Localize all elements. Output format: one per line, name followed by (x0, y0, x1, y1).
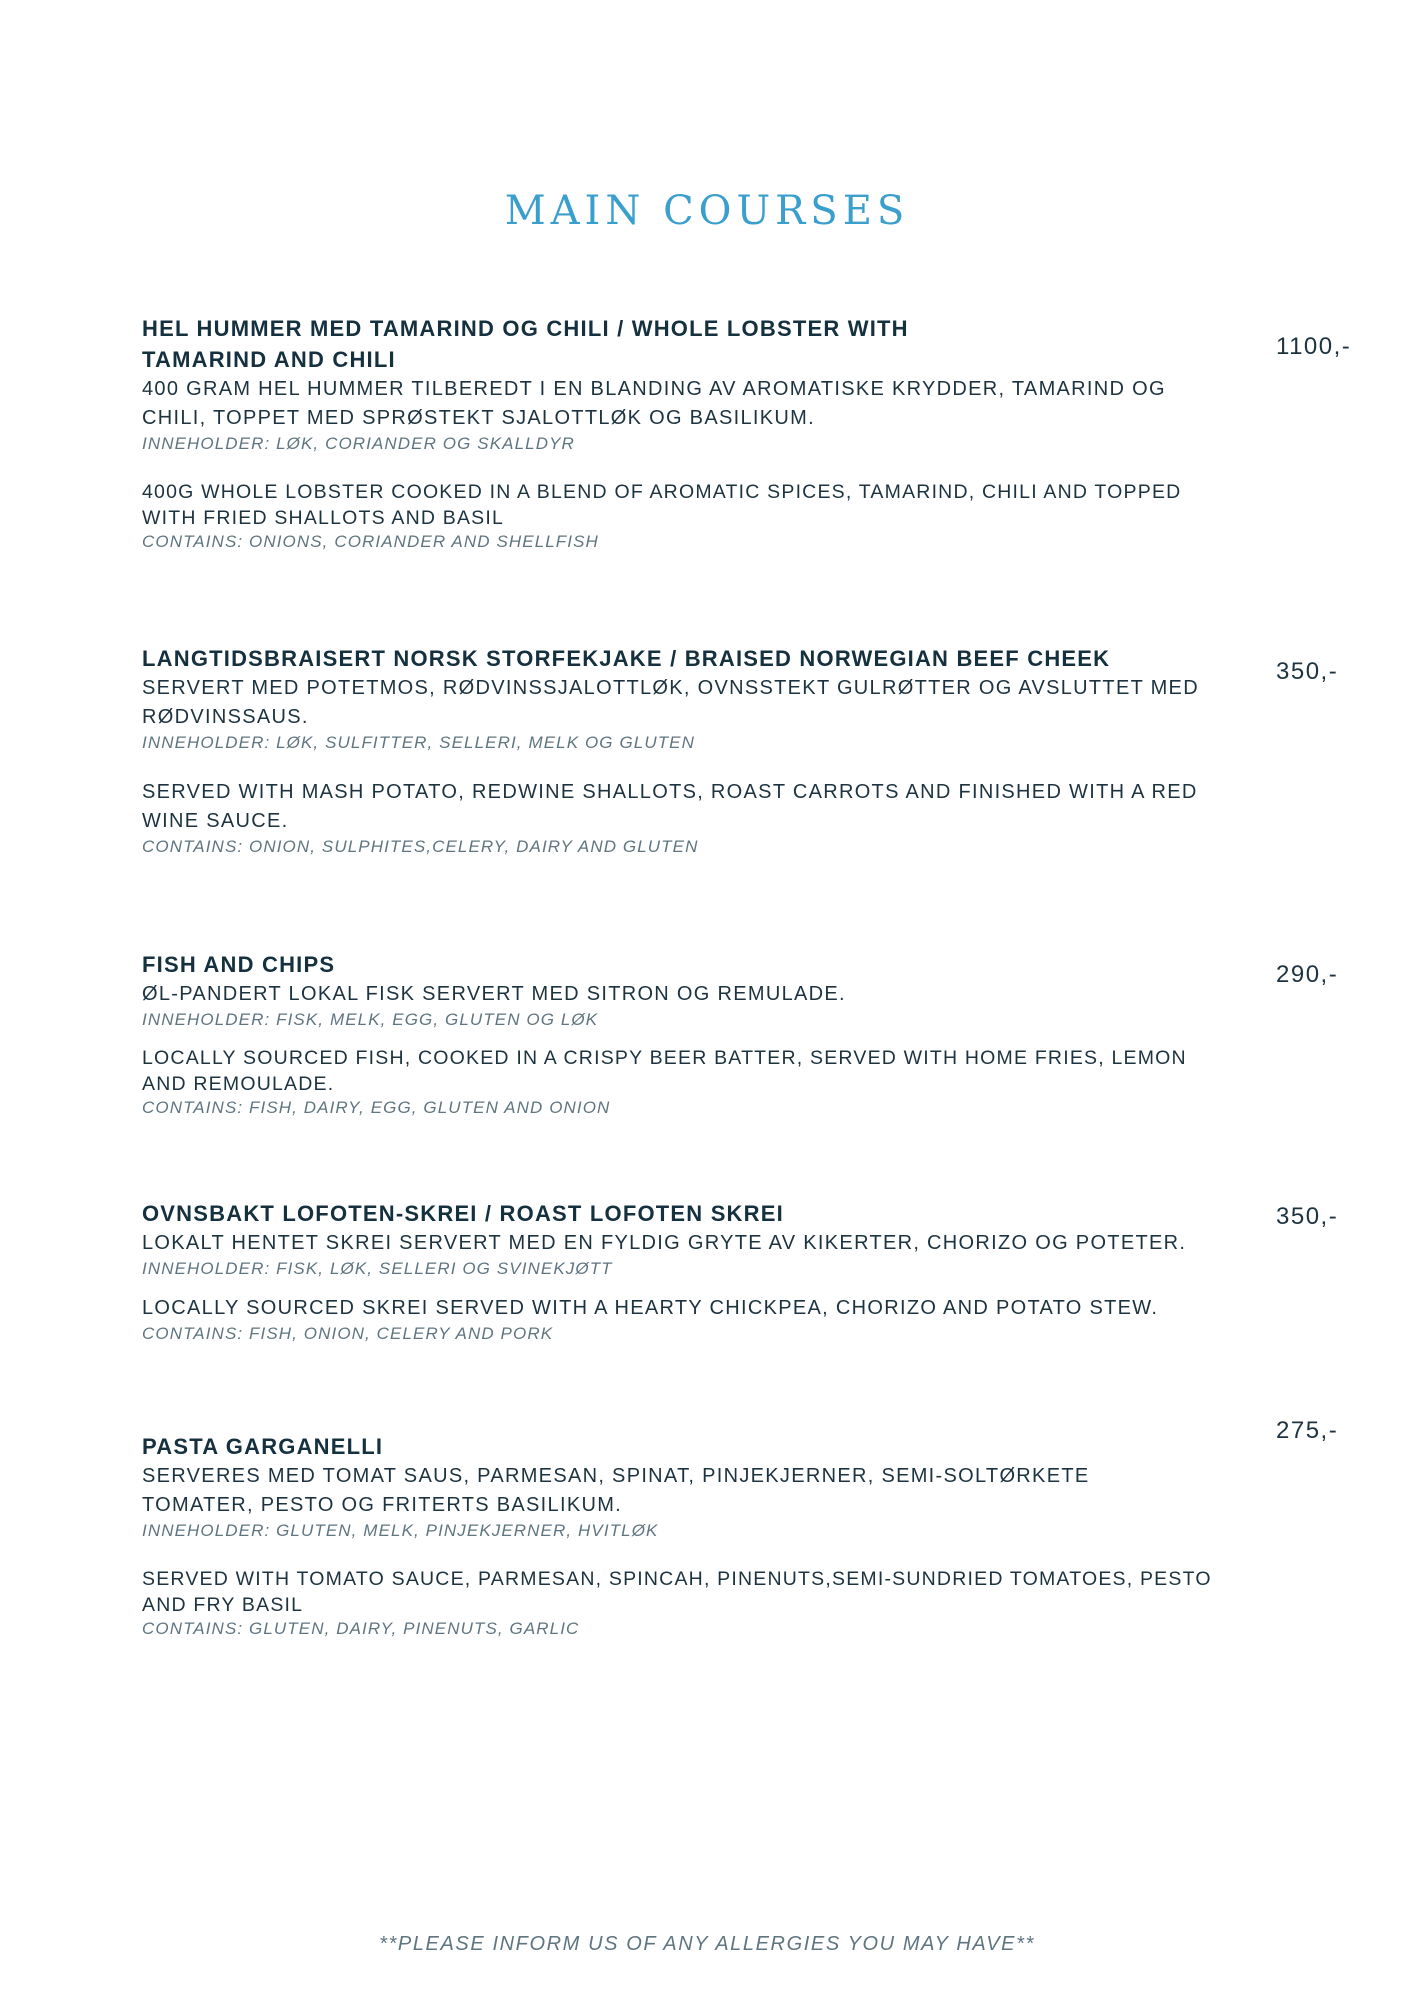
menu-item-fish-and-chips (142, 949, 1222, 1119)
dish-allergens-en: CONTAINS: GLUTEN, DAIRY, PINENUTS, GARLIC (142, 1619, 580, 1638)
dish-allergens-no: INNEHOLDER: LØK, CORIANDER OG SKALLDYR (142, 434, 575, 453)
dish-description-no: SERVERT MED POTETMOS, RØDVINSSJALOTTLØK, OVNSSTEKT GULRØTTER OG AVSLUTTET MED RØDVINSSAUS. (142, 677, 1199, 728)
dish-description-en: LOCALLY SOURCED SKREI SERVED WITH A HEARTY CHICKPEA, CHORIZO AND POTATO STEW. (142, 1297, 1159, 1319)
dish-description-en: LOCALLY SOURCED FISH, COOKED IN A CRISPY BEER BATTER, SERVED WITH HOME FRIES, LEMON AND REMOULADE. (142, 1047, 1187, 1095)
dish-description-no: 400 GRAM HEL HUMMER TILBEREDT I EN BLANDING AV AROMATISKE KRYDDER, TAMARIND OG CHILI, TOPPET MED SPRØSTEKT SJALOTTLØK OG BASILIKUM. (142, 378, 1166, 429)
allergy-notice: **PLEASE INFORM US OF ANY ALLERGIES YOU MAY HAVE** (379, 1933, 1035, 1955)
dish-title: HEL HUMMER MED TAMARIND OG CHILI / WHOLE LOBSTER WITH TAMARIND AND CHILI (142, 316, 909, 372)
dish-allergens-no: INNEHOLDER: FISK, MELK, EGG, GLUTEN OG LØK (142, 1010, 599, 1029)
dish-allergens-en: CONTAINS: ONIONS, CORIANDER AND SHELLFISH (142, 532, 599, 551)
dish-description-no: LOKALT HENTET SKREI SERVERT MED EN FYLDIG GRYTE AV KIKERTER, CHORIZO OG POTETER. (142, 1232, 1187, 1254)
dish-allergens-en: CONTAINS: ONION, SULPHITES,CELERY, DAIRY AND GLUTEN (142, 837, 699, 856)
menu-item-lobster (142, 313, 1222, 553)
dish-title: OVNSBAKT LOFOTEN-SKREI / ROAST LOFOTEN SKREI (142, 1201, 784, 1226)
dish-description-no: SERVERES MED TOMAT SAUS, PARMESAN, SPINAT, PINJEKJERNER, SEMI-SOLTØRKETE TOMATER, PESTO OG FRITERTS BASILIKUM. (142, 1465, 1090, 1516)
dish-price: 1100,- (1276, 333, 1352, 360)
dish-price: 290,- (1276, 961, 1339, 988)
dish-description-en: SERVED WITH MASH POTATO, REDWINE SHALLOTS, ROAST CARROTS AND FINISHED WITH A RED WINE SAUCE. (142, 781, 1198, 832)
dish-description-en: 400G WHOLE LOBSTER COOKED IN A BLEND OF AROMATIC SPICES, TAMARIND, CHILI AND TOPPED WITH FRIED SHALLOTS AND BASIL (142, 481, 1182, 529)
dish-description-no: ØL-PANDERT LOKAL FISK SERVERT MED SITRON OG REMULADE. (142, 983, 846, 1005)
menu-item-pasta-garganelli (142, 1431, 1222, 1640)
dish-title: FISH AND CHIPS (142, 952, 336, 977)
dish-title: PASTA GARGANELLI (142, 1434, 384, 1459)
dish-price: 350,- (1276, 1203, 1339, 1230)
dish-price: 275,- (1276, 1417, 1339, 1444)
dish-allergens-no: INNEHOLDER: FISK, LØK, SELLERI OG SVINEKJØTT (142, 1259, 613, 1278)
menu-item-skrei (142, 1198, 1222, 1345)
dish-price: 350,- (1276, 658, 1339, 685)
dish-allergens-no: INNEHOLDER: GLUTEN, MELK, PINJEKJERNER, HVITLØK (142, 1521, 659, 1540)
dish-description-en: SERVED WITH TOMATO SAUCE, PARMESAN, SPINCAH, PINENUTS,SEMI-SUNDRIED TOMATOES, PESTO AND FRY BASIL (142, 1568, 1212, 1616)
dish-title: LANGTIDSBRAISERT NORSK STORFEKJAKE / BRAISED NORWEGIAN BEEF CHEEK (142, 646, 1111, 671)
dish-allergens-en: CONTAINS: FISH, DAIRY, EGG, GLUTEN AND ONION (142, 1098, 611, 1117)
page-title: MAIN COURSES (504, 188, 910, 234)
dish-allergens-en: CONTAINS: FISH, ONION, CELERY AND PORK (142, 1324, 554, 1343)
menu-item-beef-cheek (142, 643, 1222, 858)
dish-allergens-no: INNEHOLDER: LØK, SULFITTER, SELLERI, MELK OG GLUTEN (142, 733, 695, 752)
